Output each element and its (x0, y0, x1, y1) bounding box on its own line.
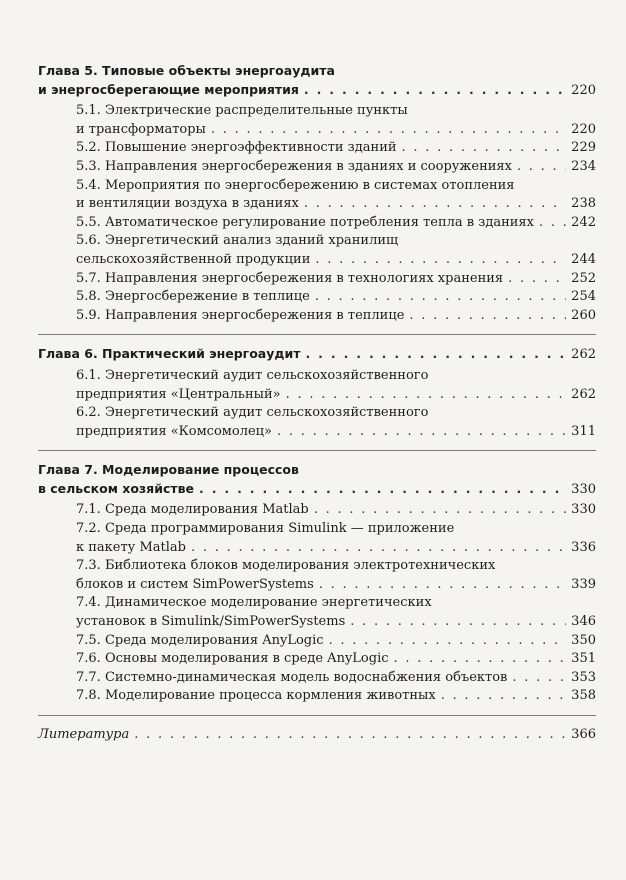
page-number: 336 (571, 539, 596, 555)
section-divider (38, 450, 596, 451)
page-number: 366 (571, 727, 596, 742)
leader-dots (517, 158, 566, 177)
page-number: 242 (571, 214, 596, 230)
section-7-2-entry[interactable] (38, 520, 596, 557)
section-5-7-entry[interactable] (38, 270, 596, 289)
page-number: 262 (571, 386, 596, 402)
chapter-title-line1: Глава 5. Типовые объекты энергоаудита (38, 63, 335, 78)
chapter-5-entry[interactable] (38, 62, 596, 100)
section-title-line2: к пакету Matlab (76, 539, 186, 555)
leader-dots (304, 81, 566, 100)
section-title-line2: сельскохозяйственной продукции (76, 251, 311, 267)
section-title-line1: 7.4. Динамическое моделирование энергетических (76, 595, 432, 611)
section-7-8-entry[interactable] (38, 687, 596, 706)
chapter-title-line2: и энергосберегающие мероприятия (38, 81, 299, 97)
section-title-line2: и трансформаторы (76, 121, 206, 137)
section-divider (38, 715, 596, 716)
page-number: 330 (571, 481, 596, 497)
chapter-6-entry[interactable] (38, 345, 596, 365)
literature-entry[interactable] (38, 726, 596, 745)
section-title: 7.8. Моделирование процесса кормления животных (76, 688, 436, 704)
section-title-line2: предприятия «Центральный» (76, 386, 281, 402)
page-number: 311 (571, 423, 596, 439)
section-title-line1: 7.3. Библиотека блоков моделирования электротехнических (76, 558, 496, 574)
page-number: 238 (571, 196, 596, 212)
page-number: 330 (571, 502, 596, 518)
page-number: 346 (571, 614, 596, 630)
leader-dots (319, 576, 566, 595)
page-number: 254 (571, 289, 596, 305)
leader-dots (315, 288, 566, 307)
page-number: 358 (571, 688, 596, 704)
page-number: 229 (571, 140, 596, 156)
section-title-line1: 6.1. Энергетический аудит сельскохозяйственного (76, 367, 429, 383)
section-title-line2: и вентиляции воздуха в зданиях (76, 196, 299, 212)
page-number: 351 (571, 651, 596, 667)
chapter-title-line1: Глава 7. Моделирование процессов (38, 462, 299, 478)
section-title: 5.3. Направления энергосбережения в зданиях и сооружениях (76, 158, 512, 174)
leader-dots (441, 687, 566, 706)
section-5-6-entry[interactable] (38, 232, 596, 269)
section-divider (38, 334, 596, 335)
leader-dots (508, 270, 566, 289)
section-title-line1: 5.6. Энергетический анализ зданий хранилищ (76, 233, 399, 249)
section-5-1-entry[interactable] (38, 102, 596, 139)
section-7-1-entry[interactable] (38, 501, 596, 520)
leader-dots (314, 501, 566, 520)
section-title-line2: блоков и систем SimPowerSystems (76, 576, 314, 592)
leader-dots (191, 539, 566, 558)
leader-dots (211, 121, 566, 140)
section-5-3-entry[interactable] (38, 158, 596, 177)
page-number: 252 (571, 270, 596, 286)
section-title-line1: 6.2. Энергетический аудит сельскохозяйственного (76, 405, 429, 421)
section-title: 7.6. Основы моделирования в среде AnyLogic (76, 651, 389, 667)
section-title-line2: предприятия «Комсомолец» (76, 423, 272, 439)
chapter-title: Глава 6. Практический энергоаудит (38, 346, 301, 362)
page-number: 260 (571, 307, 596, 323)
literature-label: Литература (38, 727, 130, 742)
section-title: 7.5. Среда моделирования AnyLogic (76, 632, 324, 648)
leader-dots (304, 195, 566, 214)
leader-dots (315, 251, 566, 270)
leader-dots (277, 423, 566, 442)
page-number: 262 (571, 347, 596, 363)
section-title: 5.2. Повышение энергоэффективности зданий (76, 140, 397, 156)
section-7-3-entry[interactable] (38, 557, 596, 594)
section-title-line1: 7.2. Среда программирования Simulink — приложение (76, 521, 455, 537)
section-title: 5.5. Автоматическое регулирование потребления тепла в зданиях (76, 214, 534, 230)
page-number: 339 (571, 576, 596, 592)
leader-dots (305, 345, 566, 364)
leader-dots (199, 480, 566, 499)
page-number: 234 (571, 158, 596, 174)
page-number: 220 (571, 82, 596, 98)
leader-dots (512, 669, 566, 688)
leader-dots (539, 214, 566, 233)
section-title: 5.7. Направления энергосбережения в технологиях хранения (76, 270, 504, 286)
leader-dots (134, 726, 566, 745)
leader-dots (409, 307, 566, 326)
table-of-contents (38, 62, 596, 745)
section-6-2-entry[interactable] (38, 404, 596, 441)
section-title: 7.7. Системно-динамическая модель водоснабжения объектов (76, 669, 508, 685)
section-title: 5.8. Энергосбережение в теплице (76, 289, 310, 305)
section-title: 5.9. Направления энергосбережения в теплице (76, 307, 405, 323)
leader-dots (286, 386, 567, 405)
section-7-4-entry[interactable] (38, 594, 596, 631)
section-5-2-entry[interactable] (38, 139, 596, 158)
section-7-6-entry[interactable] (38, 650, 596, 669)
leader-dots (350, 613, 566, 632)
page-number: 244 (571, 251, 596, 267)
section-5-5-entry[interactable] (38, 214, 596, 233)
section-title-line1: 5.4. Мероприятия по энергосбережению в системах отопления (76, 177, 515, 193)
page-number: 350 (571, 632, 596, 648)
page-number: 220 (571, 121, 596, 137)
section-5-9-entry[interactable] (38, 307, 596, 326)
section-5-4-entry[interactable] (38, 177, 596, 214)
section-6-1-entry[interactable] (38, 367, 596, 404)
section-title-line1: 5.1. Электрические распределительные пункты (76, 103, 408, 119)
leader-dots (329, 632, 567, 651)
section-title-line2: установок в Simulink/SimPowerSystems (76, 614, 346, 630)
section-7-5-entry[interactable] (38, 632, 596, 651)
leader-dots (402, 139, 567, 158)
chapter-7-entry[interactable] (38, 461, 596, 499)
section-title: 7.1. Среда моделирования Matlab (76, 502, 309, 518)
leader-dots (394, 650, 567, 669)
section-7-7-entry[interactable] (38, 669, 596, 688)
chapter-title-line2: в сельском хозяйстве (38, 480, 194, 496)
section-5-8-entry[interactable] (38, 288, 596, 307)
page-number: 353 (571, 669, 596, 685)
